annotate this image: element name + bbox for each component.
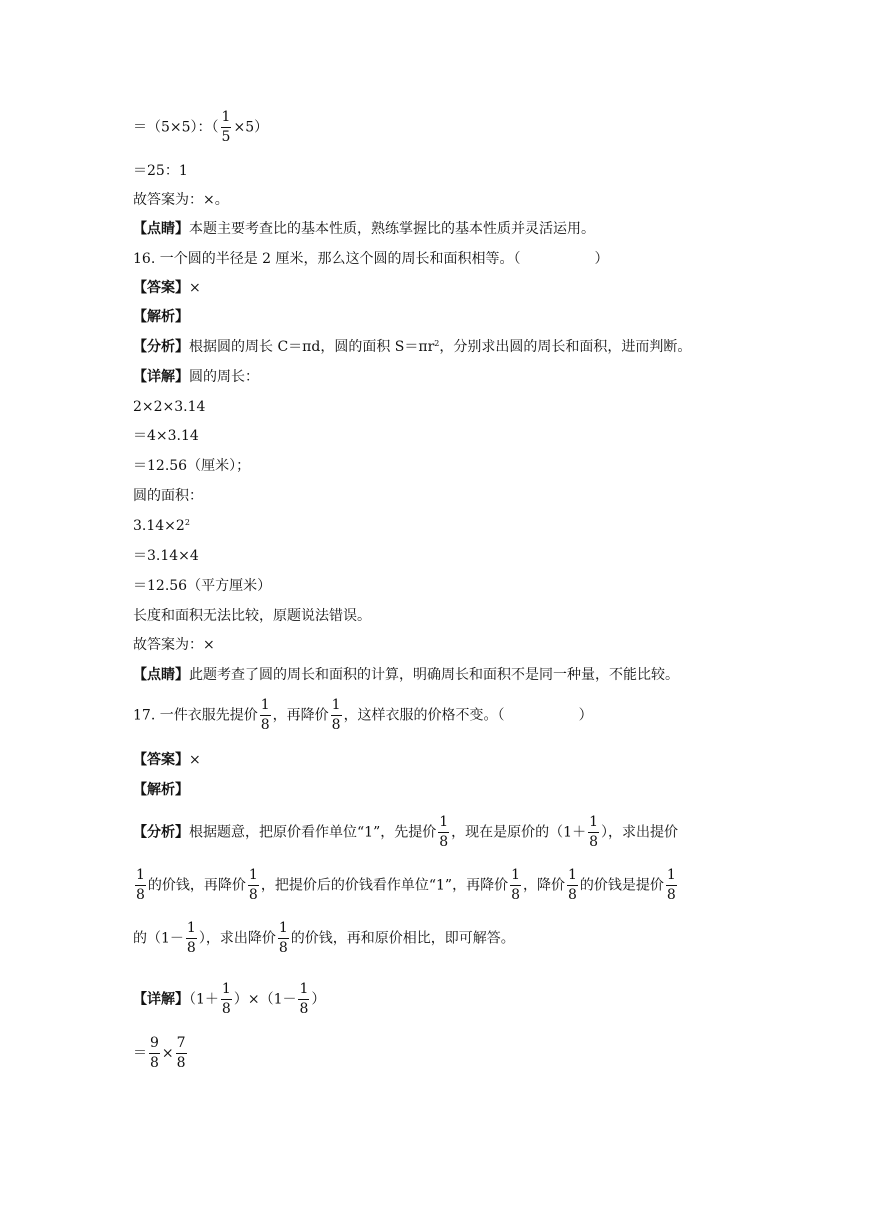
equation-line: ＝4×3.14 [133,428,199,444]
equation-line: 2×2×3.14 [133,399,206,415]
answer-line: 【答案】× [133,280,201,296]
equation-line: ＝（5×5）：（ $\frac{1}{5}$ ×5） [133,109,269,145]
fraction: $\frac{1}{8}$ [439,814,449,850]
equation-line: ＝25：1 [133,163,188,179]
xiangjie-line: 【详解】（1＋ $\frac{1}{8}$ ）×（1－ $\frac{1}{8}$ ） [133,981,326,1017]
equation-line: $3.14\times 2^2$ [133,518,190,534]
equation-line: ＝ $\frac{9}{8}$ × $\frac{7}{8}$ [133,1035,186,1071]
analysis-heading [133,781,189,799]
xiangjie-line: 【详解】圆的周长： [133,369,259,385]
question-17: 17. 一件衣服先提价 $\frac{1}{8}$ ，再降价 $\frac{1}{8}$ ，这样衣服的价格不变。（ ） [133,697,593,733]
section-tag: 【答案】 [133,752,189,768]
fraction: $\frac{1}{8}$ [260,697,270,733]
fraction: $\frac{1}{8}$ [221,981,231,1017]
dianjing-line: 【点睛】本题主要考查比的基本性质，熟练掌握比的基本性质并灵活运用。 [133,221,595,237]
answer-line: 【答案】× [133,752,201,768]
equation-line: ＝12.56（平方厘米） [133,578,272,594]
fraction: $\frac{1}{8}$ [299,981,309,1017]
question-16: 16. 一个圆的半径是 2 厘米，那么这个圆的周长和面积相等。（ ） [133,251,609,267]
fraction: $\frac{1}{8}$ [248,867,258,903]
fraction: $\frac{1}{8}$ [568,867,577,903]
section-tag: 【答案】 [133,280,189,296]
section-tag: 【解析】 [133,309,189,325]
fraction: $\frac{1}{8}$ [666,867,676,903]
analysis-heading [133,308,189,326]
section-tag: 【点睛】 [133,667,189,683]
fraction: $\frac{1}{8}$ [136,867,145,903]
fenxi-line: 的（1－ $\frac{1}{8}$ ），求出降价 $\frac{1}{8}$ 的价钱，再和原价相比，即可解答。 [133,920,515,956]
equation-line: ＝12.56（厘米）； [133,458,251,474]
fraction: $\frac{1}{8}$ [186,920,196,956]
text-line: 圆的面积： [133,488,203,504]
section-tag: 【详解】 [133,369,189,385]
fraction: $\frac{9}{8}$ [150,1035,159,1071]
section-tag: 【点睛】 [133,221,189,237]
fenxi-line: $\frac{1}{8}$ 的价钱，再降价 $\frac{1}{8}$ ，把提价后的价钱看作单位“1”，再降价 $\frac{1}{8}$ ，降价 $\frac{1}{8}$ 的价钱是提价 $\frac{1}{8}$ [136,867,676,903]
answer-conclusion: 故答案为：× [133,637,215,653]
fraction: $\frac{1}{5}$ [221,109,231,145]
section-tag: 【解析】 [133,782,189,798]
fraction: $\frac{1}{8}$ [278,920,288,956]
fraction: $\frac{1}{8}$ [589,814,598,850]
equation-line: ＝3.14×4 [133,548,199,564]
text-line: 长度和面积无法比较，原题说法错误。 [133,608,371,624]
section-tag: 【详解】 [133,991,189,1008]
answer-conclusion: 故答案为：×。 [133,192,229,208]
fraction: $\frac{1}{8}$ [511,867,520,903]
fenxi-line: 【分析】根据题意，把原价看作单位“1”，先提价 $\frac{1}{8}$ ，现在是原价的（1＋ $\frac{1}{8}$ ），求出提价 [133,814,678,850]
fraction: $\frac{7}{8}$ [176,1035,186,1071]
fenxi-line: 【分析】根据圆的周长 C＝πd，圆的面积 $S=\pi r^2$，分别求出圆的周长和面积，进而判断。 [133,339,692,355]
section-tag: 【分析】 [133,339,189,355]
fraction: $\frac{1}{8}$ [331,697,341,733]
dianjing-line: 【点睛】此题考查了圆的周长和面积的计算，明确周长和面积不是同一种量，不能比较。 [133,667,679,683]
section-tag: 【分析】 [133,824,189,841]
